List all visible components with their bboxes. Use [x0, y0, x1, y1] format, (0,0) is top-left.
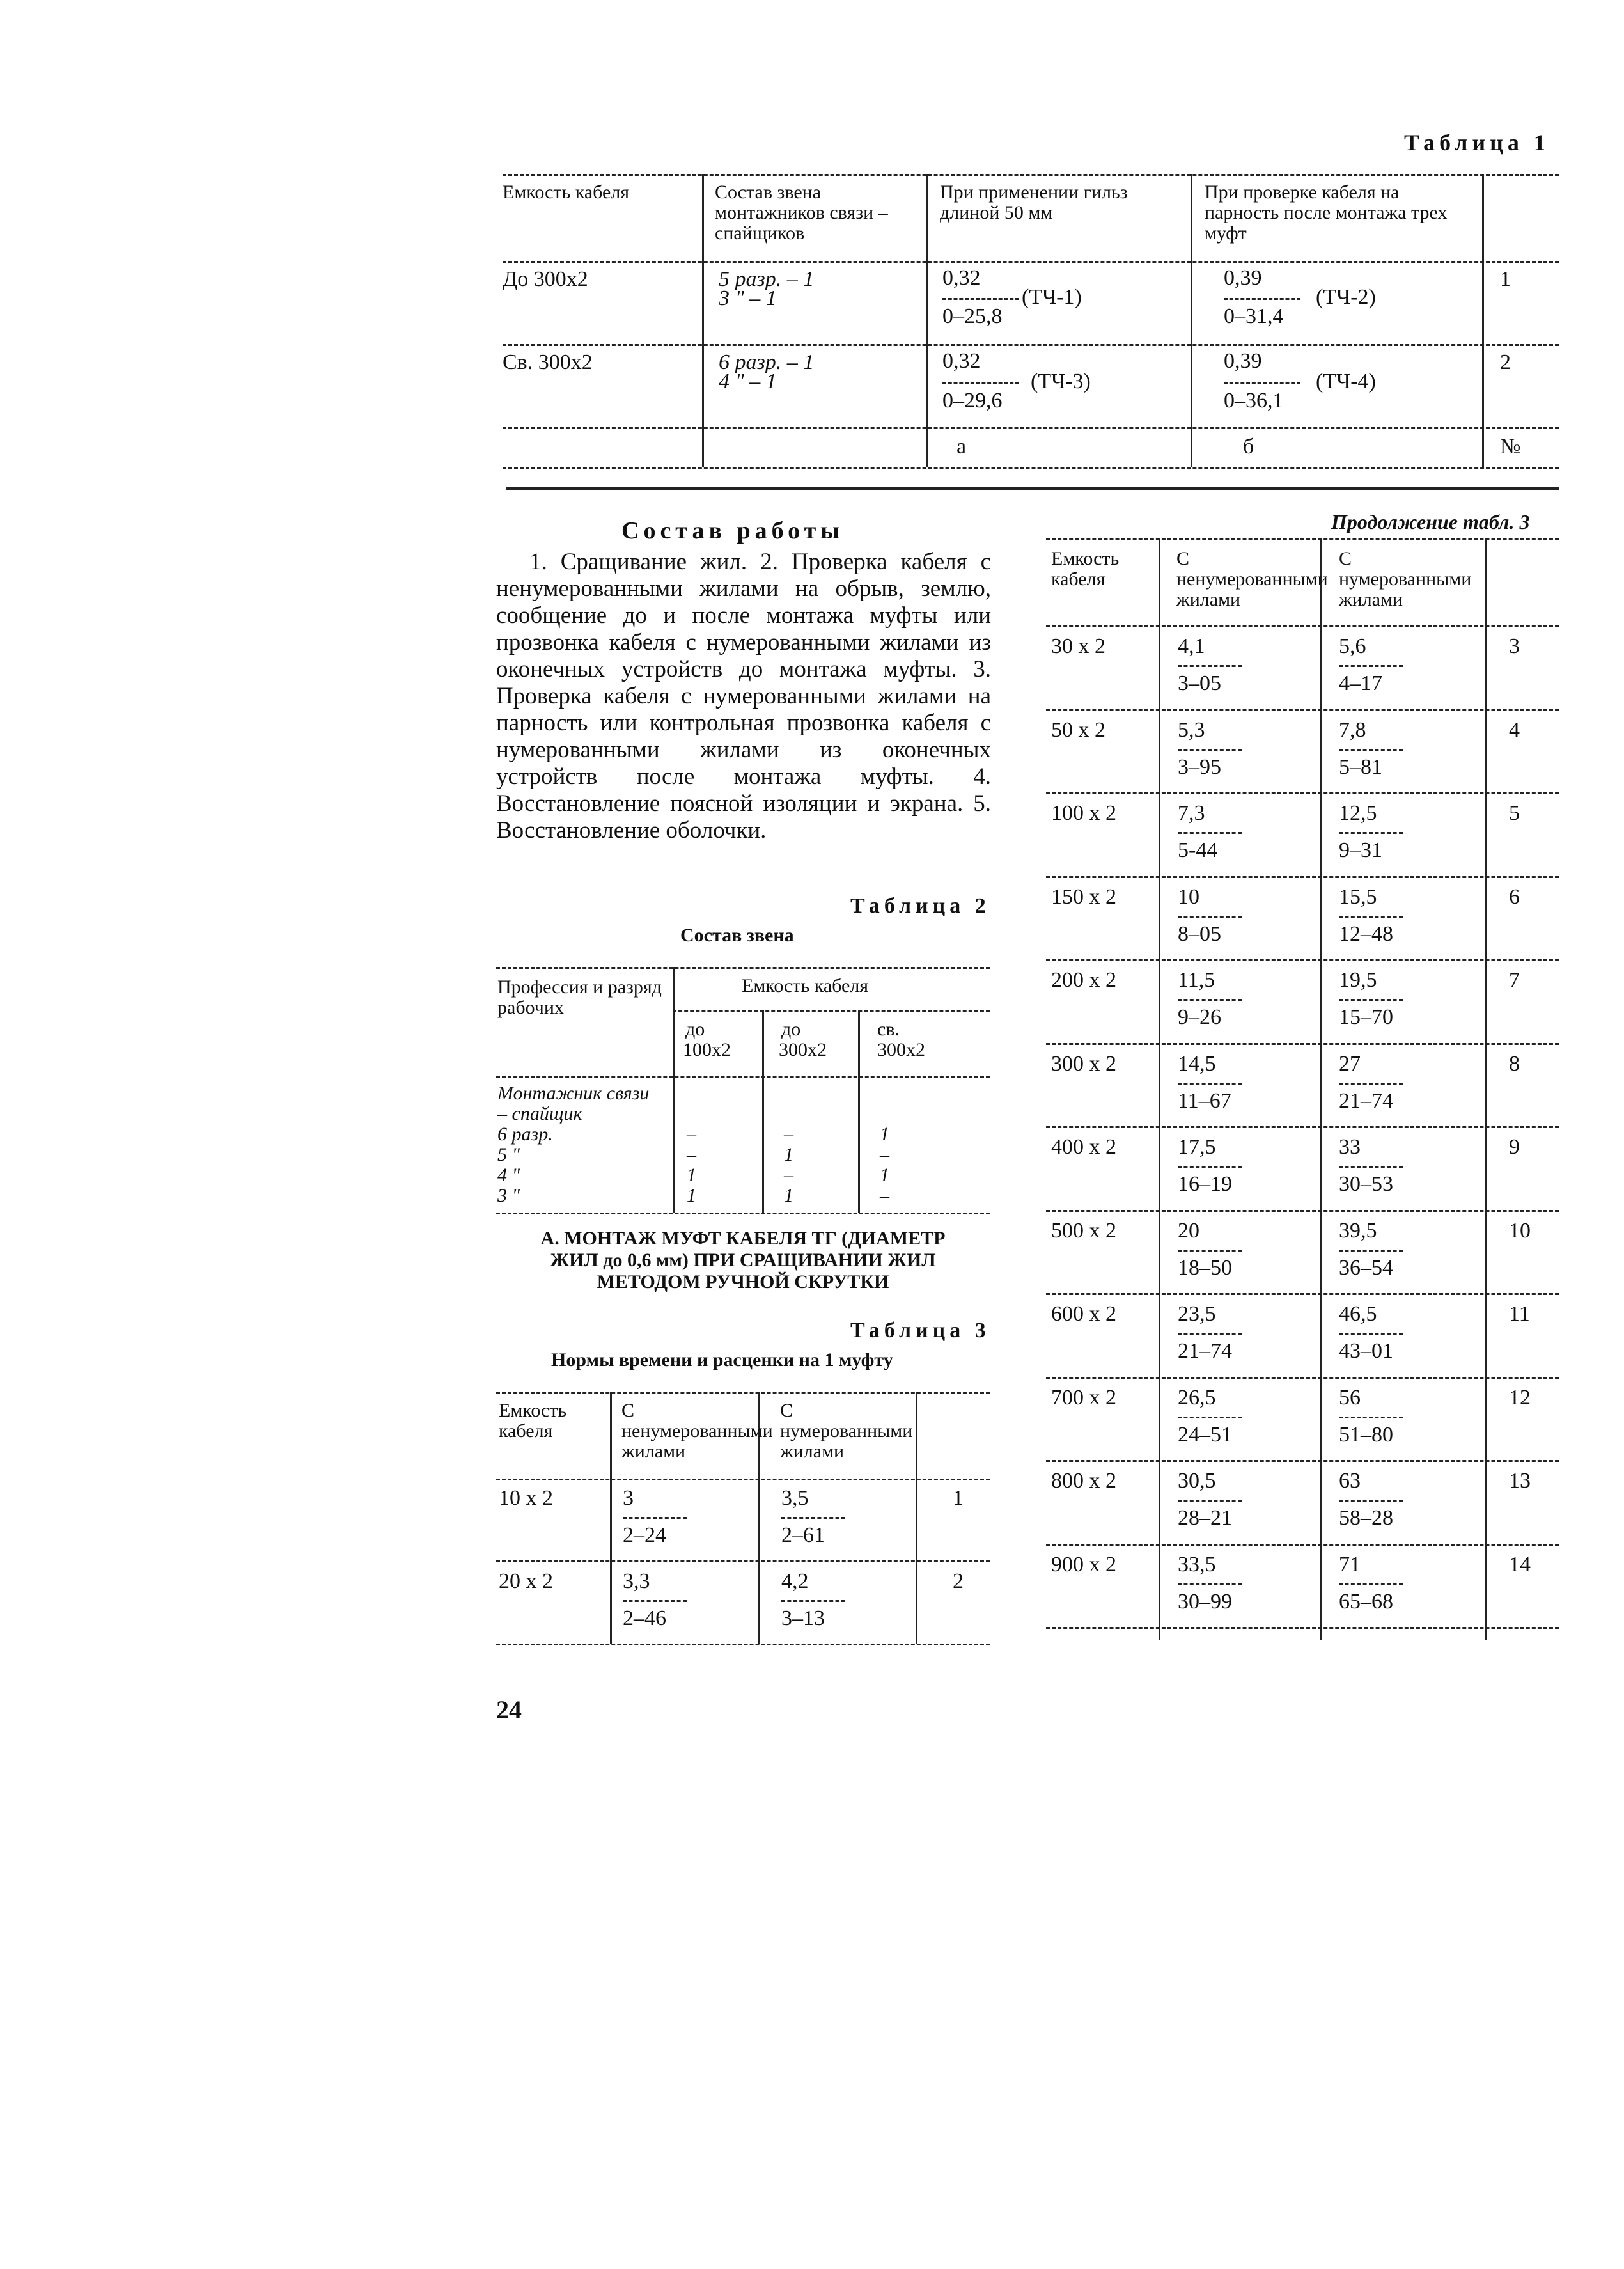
table1-row2-a-bottom: 0–29,6: [942, 389, 1003, 412]
table3cont-row7-capacity: 400 х 2: [1051, 1135, 1116, 1159]
table1-row2-b-code: (ТЧ-4): [1316, 370, 1376, 393]
table3cont-row6-capacity: 300 х 2: [1051, 1052, 1116, 1076]
table1-header-sleeves: При применении гильз длиной 50 мм: [940, 182, 1128, 223]
table1-row2-b-bottom: 0–36,1: [1224, 389, 1284, 412]
table3cont-row12-divider: [1046, 1627, 1559, 1629]
table1-row2-crew-b: 4 " – 1: [719, 370, 777, 393]
table3cont-row12-b-fraction-bar: [1339, 1583, 1403, 1585]
table3-row2-b-top: 4,2: [781, 1569, 809, 1593]
table1-row1-b-top: 0,39: [1224, 266, 1262, 290]
table3cont-row4-a-fraction-bar: [1178, 916, 1242, 918]
table2-row4-v2: 1: [784, 1185, 793, 1206]
table3cont-row7-divider: [1046, 1210, 1559, 1212]
table3cont-row5-a-top: 11,5: [1178, 968, 1215, 992]
table3-row1-num: 1: [953, 1486, 964, 1510]
table3cont-row2-a-top: 5,3: [1178, 718, 1205, 742]
table3cont-row3-capacity: 100 х 2: [1051, 801, 1116, 825]
table3cont-row6-b-fraction-bar: [1339, 1083, 1403, 1085]
table1-caption: Таблица 1: [1404, 130, 1550, 155]
table3-row1-b-top: 3,5: [781, 1486, 809, 1510]
table3cont-row4-a-top: 10: [1178, 885, 1199, 909]
table3cont-row3-a-top: 7,3: [1178, 801, 1205, 825]
table3cont-row12-a-top: 33,5: [1178, 1553, 1216, 1576]
table3cont-row6-a-fraction-bar: [1178, 1083, 1242, 1085]
table3cont-row5-a-fraction-bar: [1178, 999, 1242, 1001]
table3cont-row10-b-top: 56: [1339, 1386, 1361, 1409]
table3-caption: Таблица 3: [850, 1319, 990, 1342]
table3-header-unnumbered: С ненумерованными жилами: [621, 1400, 773, 1462]
table3cont-row11-b-top: 63: [1339, 1469, 1361, 1493]
table3-row1-a-bottom: 2–24: [623, 1523, 666, 1547]
table3cont-row9-b-bottom: 43–01: [1339, 1339, 1393, 1363]
table3cont-row8-b-top: 39,5: [1339, 1219, 1377, 1243]
table3cont-row5-b-fraction-bar: [1339, 999, 1403, 1001]
sectionA-line2: ЖИЛ до 0,6 мм) ПРИ СРАЩИВАНИИ ЖИЛ: [550, 1250, 936, 1271]
table1-footer-a: а: [956, 435, 967, 459]
table3cont-row12-a-bottom: 30–99: [1178, 1590, 1232, 1613]
table3cont-row6-b-top: 27: [1339, 1052, 1361, 1076]
table3cont-row11-b-bottom: 58–28: [1339, 1506, 1393, 1530]
table2-header-profession: Профессия и разряд рабочих: [497, 977, 662, 1018]
table3cont-row9-num: 11: [1509, 1302, 1530, 1326]
sectionA-line3: МЕТОДОМ РУЧНОЙ СКРУТКИ: [597, 1271, 889, 1292]
table3cont-row11-a-top: 30,5: [1178, 1469, 1216, 1493]
table3cont-row9-b-fraction-bar: [1339, 1333, 1403, 1335]
table3cont-row11-a-bottom: 28–21: [1178, 1506, 1232, 1530]
table3cont-row7-a-top: 17,5: [1178, 1135, 1216, 1159]
table1-header-check: При проверке кабеля на парность после монтажа трех муфт: [1205, 182, 1448, 244]
table1-row2-a-top: 0,32: [942, 349, 981, 373]
table1-row1-a-bottom: 0–25,8: [942, 304, 1003, 328]
table3cont-row10-a-bottom: 24–51: [1178, 1423, 1232, 1447]
table1-row2-capacity: Св. 300х2: [503, 350, 593, 374]
table3-header-capacity: Емкость кабеля: [499, 1400, 567, 1441]
table3cont-row7-b-bottom: 30–53: [1339, 1172, 1393, 1196]
table2-row3-v1: 1: [687, 1165, 696, 1186]
table1-row1-b-bottom: 0–31,4: [1224, 304, 1284, 328]
table3cont-row3-divider: [1046, 876, 1559, 878]
table3cont-row8-a-bottom: 18–50: [1178, 1256, 1232, 1280]
table2-row2-v3: –: [880, 1144, 889, 1165]
table3cont-row6-divider: [1046, 1126, 1559, 1128]
table3cont-row9-a-top: 23,5: [1178, 1302, 1216, 1326]
table2-row4-label: 3 ": [497, 1185, 520, 1206]
table3cont-row2-a-fraction-bar: [1178, 749, 1242, 751]
table2-subtitle: Состав звена: [680, 925, 794, 946]
table3cont-row7-a-bottom: 16–19: [1178, 1172, 1232, 1196]
table3cont-row2-b-bottom: 5–81: [1339, 755, 1382, 779]
table2-row4-v1: 1: [687, 1185, 696, 1206]
table3cont-row11-num: 13: [1509, 1469, 1531, 1493]
table3cont-row6-b-bottom: 21–74: [1339, 1089, 1393, 1113]
table3cont-row4-b-fraction-bar: [1339, 916, 1403, 918]
table3cont-row8-num: 10: [1509, 1219, 1531, 1243]
table2-row-label-main: Монтажник связи – спайщик: [497, 1083, 650, 1124]
table3cont-row11-a-fraction-bar: [1178, 1500, 1242, 1502]
table3cont-row10-num: 12: [1509, 1386, 1531, 1409]
table2-sub1-b: 100х2: [683, 1039, 731, 1060]
table3cont-row5-a-bottom: 9–26: [1178, 1005, 1221, 1029]
work-text: 1. Сращивание жил. 2. Проверка кабеля с ненумерованными жилами на обрыв, землю, сообщение до и после монтажа муфты или прозвонка кабеля с нумерованными жилами из оконечных устройств до монтажа муфты. 3. Проверка кабеля с нумерованными жилами на парность или контрольная прозвонка кабеля с нумерованными жилами из оконечных устройств после монтажа муфты. 4. Восстановление поясной изоляции и экрана. 5. Восстановление оболочки.: [496, 549, 991, 844]
table2-header-capacity: Емкость кабеля: [742, 975, 869, 996]
table3cont-row8-a-fraction-bar: [1178, 1250, 1242, 1252]
table2-row3-v2: –: [784, 1165, 793, 1186]
table3cont-row4-b-bottom: 12–48: [1339, 922, 1393, 946]
table3cont-row1-divider: [1046, 709, 1559, 711]
table1-row2-a-code: (ТЧ-3): [1031, 370, 1091, 393]
table3cont-row7-num: 9: [1509, 1135, 1520, 1159]
table3cont-row10-divider: [1046, 1460, 1559, 1462]
table2-row2-v1: –: [687, 1144, 696, 1165]
table3cont-row6-a-bottom: 11–67: [1178, 1089, 1231, 1113]
table3cont-row9-a-fraction-bar: [1178, 1333, 1242, 1335]
table3cont-row11-b-fraction-bar: [1339, 1500, 1403, 1502]
table3cont-row2-divider: [1046, 792, 1559, 794]
table1-row1-a-code: (ТЧ-1): [1022, 285, 1082, 309]
table3cont-row4-b-top: 15,5: [1339, 885, 1377, 909]
table3cont-row8-a-top: 20: [1178, 1219, 1199, 1243]
table3cont-row5-capacity: 200 х 2: [1051, 968, 1116, 992]
table3cont-row10-b-fraction-bar: [1339, 1417, 1403, 1418]
table3cont-row1-num: 3: [1509, 634, 1520, 658]
table3-subtitle: Нормы времени и расценки на 1 муфту: [551, 1349, 893, 1370]
table3cont-row3-b-top: 12,5: [1339, 801, 1377, 825]
table3cont-row3-a-fraction-bar: [1178, 832, 1242, 834]
table2-row2-v2: 1: [784, 1144, 793, 1165]
table1-row1-a-top: 0,32: [942, 266, 981, 290]
table3-row2-a-bottom: 2–46: [623, 1606, 666, 1630]
table3cont-row1-b-fraction-bar: [1339, 665, 1403, 667]
page-number: 24: [496, 1695, 522, 1724]
table2-sub2-a: до: [781, 1019, 801, 1040]
table3cont-row1-capacity: 30 х 2: [1051, 634, 1105, 658]
table3cont-row8-divider: [1046, 1293, 1559, 1295]
table3cont-row10-a-top: 26,5: [1178, 1386, 1216, 1409]
table3cont-header-unnumbered: С ненумерованными жилами: [1176, 548, 1328, 610]
table3cont-row4-divider: [1046, 959, 1559, 961]
table3cont-row2-a-bottom: 3–95: [1178, 755, 1221, 779]
table3cont-row8-capacity: 500 х 2: [1051, 1219, 1116, 1243]
table3cont-row12-b-bottom: 65–68: [1339, 1590, 1393, 1613]
table3cont-row7-b-top: 33: [1339, 1135, 1361, 1159]
table2-sub3-b: 300х2: [877, 1039, 925, 1060]
table3cont-row12-capacity: 900 х 2: [1051, 1553, 1116, 1576]
table3cont-row4-a-bottom: 8–05: [1178, 922, 1221, 946]
table3cont-caption: Продолжение табл. 3: [1331, 510, 1530, 533]
table3cont-row5-num: 7: [1509, 968, 1520, 992]
table1-header-capacity: Емкость кабеля: [503, 182, 630, 203]
table3cont-row12-b-top: 71: [1339, 1553, 1361, 1576]
table3cont-row2-b-top: 7,8: [1339, 718, 1366, 742]
table1-header-crew: Состав звена монтажников связи – спайщиков: [715, 182, 888, 244]
table3cont-row8-b-fraction-bar: [1339, 1250, 1403, 1252]
table2-sub3-a: св.: [877, 1019, 900, 1040]
work-title: Состав работы: [621, 517, 844, 544]
sectionA-line1: А. МОНТАЖ МУФТ КАБЕЛЯ ТГ (ДИАМЕТР: [540, 1228, 946, 1249]
section-divider: [506, 487, 1559, 490]
table3cont-row4-capacity: 150 х 2: [1051, 885, 1116, 909]
table1-footer-b: б: [1243, 435, 1254, 459]
table3cont-row10-capacity: 700 х 2: [1051, 1386, 1116, 1409]
table1-row1-capacity: До 300х2: [503, 267, 588, 291]
table1-row1-b-code: (ТЧ-2): [1316, 285, 1376, 309]
table3cont-row10-b-bottom: 51–80: [1339, 1423, 1393, 1447]
table3cont-row12-num: 14: [1509, 1553, 1531, 1576]
table3cont-row3-b-fraction-bar: [1339, 832, 1403, 834]
table3cont-row2-num: 4: [1509, 718, 1520, 742]
table3cont-row1-a-fraction-bar: [1178, 665, 1242, 667]
table1-row2-b-top: 0,39: [1224, 349, 1262, 373]
table3-row2-num: 2: [953, 1569, 964, 1593]
table2-row1-v1: –: [687, 1124, 696, 1145]
table2-sub1-a: до: [685, 1019, 705, 1040]
table3cont-row2-b-fraction-bar: [1339, 749, 1403, 751]
table3cont-row11-divider: [1046, 1544, 1559, 1546]
table3cont-row9-capacity: 600 х 2: [1051, 1302, 1116, 1326]
table3-row2-capacity: 20 х 2: [499, 1569, 553, 1593]
table3cont-row6-a-top: 14,5: [1178, 1052, 1216, 1076]
table2-row3-label: 4 ": [497, 1165, 520, 1186]
table3-row2-b-bottom: 3–13: [781, 1606, 825, 1630]
table1-footer-num: №: [1500, 435, 1521, 459]
table1-row1-num: 1: [1500, 267, 1511, 291]
table3cont-row7-b-fraction-bar: [1339, 1166, 1403, 1168]
table3cont-row1-b-bottom: 4–17: [1339, 671, 1382, 695]
table3cont-row11-capacity: 800 х 2: [1051, 1469, 1116, 1493]
table3-header-numbered: С нумерованными жилами: [780, 1400, 913, 1462]
table3cont-row1-a-top: 4,1: [1178, 634, 1205, 658]
table3cont-row9-a-bottom: 21–74: [1178, 1339, 1232, 1363]
table3-row1-a-top: 3: [623, 1486, 634, 1510]
table3cont-row5-b-top: 19,5: [1339, 968, 1377, 992]
table3cont-row1-b-top: 5,6: [1339, 634, 1366, 658]
table3cont-row6-num: 8: [1509, 1052, 1520, 1076]
table3-row1-capacity: 10 х 2: [499, 1486, 553, 1510]
table3cont-row2-capacity: 50 х 2: [1051, 718, 1105, 742]
table3-row1-b-bottom: 2–61: [781, 1523, 825, 1547]
table2-row2-label: 5 ": [497, 1144, 520, 1165]
table3cont-row7-a-fraction-bar: [1178, 1166, 1242, 1168]
table3cont-row4-num: 6: [1509, 885, 1520, 909]
table3cont-row5-divider: [1046, 1043, 1559, 1045]
table2-row1-label: 6 разр.: [497, 1124, 553, 1145]
table3cont-row9-b-top: 46,5: [1339, 1302, 1377, 1326]
table2-row4-v3: –: [880, 1185, 889, 1206]
table3cont-row9-divider: [1046, 1377, 1559, 1379]
table2-caption: Таблица 2: [850, 894, 990, 918]
table3cont-row3-num: 5: [1509, 801, 1520, 825]
table2-row3-v3: 1: [880, 1165, 889, 1186]
table1-row1-crew-a: 5 разр. – 1: [719, 267, 815, 291]
table3cont-row3-a-bottom: 5-44: [1178, 838, 1218, 862]
sectionA-heading: [496, 1228, 990, 1293]
table3cont-row5-b-bottom: 15–70: [1339, 1005, 1393, 1029]
table3cont-header-numbered: С нумерованными жилами: [1339, 548, 1472, 610]
table3cont-row3-b-bottom: 9–31: [1339, 838, 1382, 862]
table1-row2-crew-a: 6 разр. – 1: [719, 350, 815, 374]
table3cont-row12-a-fraction-bar: [1178, 1583, 1242, 1585]
table2-row1-v2: –: [784, 1124, 793, 1145]
table3cont-row1-a-bottom: 3–05: [1178, 671, 1221, 695]
table2-row1-v3: 1: [880, 1124, 889, 1145]
table1-row1-crew-b: 3 " – 1: [719, 287, 777, 310]
table3-row2-a-top: 3,3: [623, 1569, 650, 1593]
table2-sub2-b: 300х2: [779, 1039, 827, 1060]
table3cont-row8-b-bottom: 36–54: [1339, 1256, 1393, 1280]
table3cont-row10-a-fraction-bar: [1178, 1417, 1242, 1418]
table3cont-header-capacity: Емкость кабеля: [1051, 548, 1120, 590]
table1-row2-num: 2: [1500, 350, 1511, 374]
